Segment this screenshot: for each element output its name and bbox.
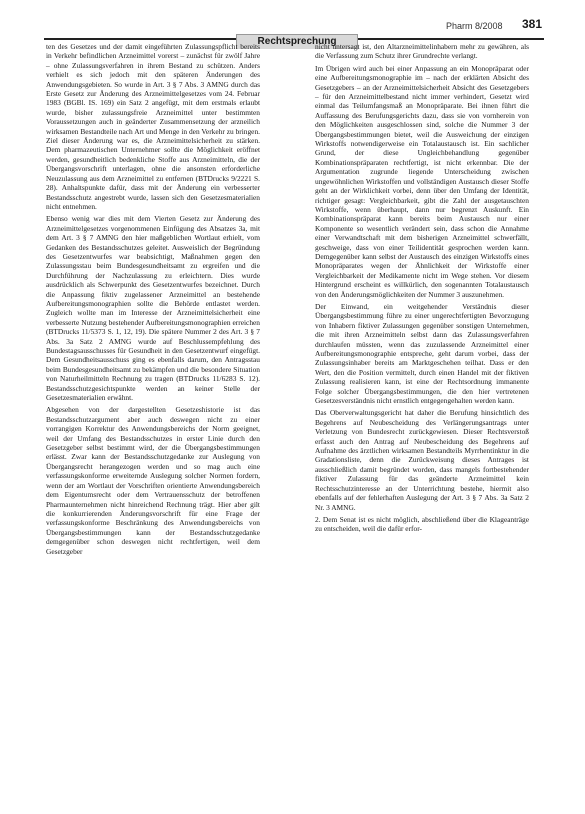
paragraph: Das Oberverwaltungsgericht hat daher die Berufung hinsichtlich des Begehrens auf Neubescheidung des Verlängerungsantrags unter Verletzung von Bundesrecht zurückgewiesen. Dieser Rechtsverstoß erfasst auch den Antrag auf Neubescheidung des Begehrens auf Aufnahme des ärztlichen wirksamen Bestandteils Myrrhentinktur in die Gradationsliste, denn die Zurückweisung dieses Antrages ist ausschließlich damit begründet worden, dass mangels fortbestehender fiktiver Zulassung für das geänderte Arzneimittel kein Rechtsschutzinteresse an der Unterrichtung bestehe, hiermit also ebenfalls auf der fehlerhaften Auslegung der Art. 3 § 7 Abs. 3a Satz 2 Nr. 3 AMNG. (315, 408, 529, 512)
paragraph: Abgesehen von der dargestellten Gesetzeshistorie ist das Bestandsschutzargument aber auch deswegen nicht zu einer vorrangigen Korrektur des Anwendungsbereichs der Norm geeignet, weil der Umfang des Bestandsschutzes in erster Linie durch den Gesetzgeber selbst bestimmt wird, der die Übergangsbestimmungen erlässt. Zwar kann der Bestandsschutzgedanke zur Auslegung von Übergangsrecht herangezogen werden und so mag auch eine verfassungskonforme erweiternde Auslegung solcher Normen fordern, wenn der am Wortlaut der Vorschriften orientierte Anwendungsbereich dem Eigentumsrecht oder dem Vertrauensschutz der betroffenen Pharmaunternehmen nicht hinreichend Rechnung trägt. Hier aber gilt die konkurrierenden Änderungsvorschrift für eine Frage der verfassungskonforme Beschränkung des Anwendungsbereichs von Übergangsbestimmungen kann der Bestandsschutzgedanke demgegenüber schon deswegen nicht rechtfertigen, weil dem Gesetzgeber (46, 405, 260, 556)
paragraph: Der Einwand, ein weitgehender Verständnis dieser Übergangsbestimmung führe zu einer ungerechtfertigten Bevorzugung von Inhabern fiktiver Zulassungen gegenüber sonstigen Unternehmen, die mit ihren Arzneimitteln selbst dann das Zulassungsverfahren durchlaufen müssten, wenn das zuzulassende Arzneimittel einer Aufbereitungsmonographie entspreche, geht darum vorbei, dass der Zulassungsinhaber bereits am Marktgeschehen teilhat. Dass er den Wert, den die Position vermittelt, durch einen Handel mit der fiktiven Zulassung realisieren kann, ist eine der Rechtsordnung immanente Folge solcher Übergangsbestimmungen, die den hier vertretenen Gesetzesverständnis nicht ernstlich entgegengehalten werden kann. (315, 301, 529, 406)
paragraph: 2. Dem Senat ist es nicht möglich, abschließend über die Klageanträge zu entscheiden, weil die dafür erfor- (315, 514, 529, 534)
paragraph: Ebenso wenig war dies mit dem Vierten Gesetz zur Änderung des Arzneimittelgesetzes vorgenommenen Einfügung des Absatzes 3a, mit dem Art. 3 § 7 AMNG den hier maßgeblichen Wortlaut erhielt, vom Gedanken des Bestandsschutzes geleitet. Ausweislich der Begründung des Gesetzentwurfes war beabsichtigt, Maßnahmen gegen den Zulassungsstau beim Bundesgesundheitsamt zu ergreifen und die Durchführung der Nachzulassung zu erleichtern. Dies wurde ausdrücklich als Schwerpunkt des Gesetzentwurfes bezeichnet. Durch die Anpassung fiktiv zugelassener Arzneimittel an bestehende Aufbereitungsmonographien sollte die Behörde entlastet werden. Zugleich wollte man im Interesse der Arzneimittelsicherheit eine verbesserte Nutzung bestehender Aufbereitungsmonographien erreichen (BTDrucks 11/5373 S. 1, 12, 19). Die spätere Nummer 2 des Art. 3 § 7 Abs. 3a Satz 2 AMNG wurde auf Beschlussempfehlung des Bundestagsausschusses für Gesundheit in den Gesetzentwurf eingefügt. Dem Gesundheitsausschuss ging es ebenfalls darum, den Antragsstau beim Bundesgesundheitsamt zu bekämpfen und die besondere Situation von Naturheilmitteln Rechnung zu tragen (BTDrucks 11/6283 S. 12). Bestandsschutzgesichtspunkte werden an keiner Stelle der Gesetzesmaterialien erwähnt. (46, 214, 260, 403)
paragraph: nicht untersagt ist, den Altarzneimittelinhabern mehr zu gewähren, als die Verfassung zum Schutz ihrer Grundrechte verlangt. (315, 42, 529, 61)
page-number: 381 (522, 17, 543, 31)
paragraph: ten des Gesetzes und der damit eingeführten Zulassungspflicht bereits in Verkehr befindlichen Arzneimittel vorerst – zunächst für zwölf Jahre – ohne Zulassungsverfahren in ihrem Bestand zu schützen. Anders verhielt es sich jedoch mit den späteren Änderungen des Anwendungsgebieten. So wurde in Art. 3 § 7 Abs. 3 AMNG durch das Erste Gesetz zur Änderung des Arzneimittelgesetzes vom 24. Februar 1983 (BGBl. IS. 169) ein Satz 2 angefügt, mit dem erstmals erlaubt wurde, bisher zulassungsfreie Arzneimittel unter bestimmten Voraussetzungen auch in geänderter Zusammensetzung der arzneilich wirksamen Bestandteile nach Art und Menge in den Verkehr zu bringen. Ziel dieser Änderung war es, die Arzneimittelsicherheit zu stärken. Dem pharmazeutischen Unternehmer sollte die Möglichkeit eröffnet werden, gesundheitlich bedenkliche Stoffe aus Arzneimitteln, die der Übergangsvorschrift unterlagen, ohne die ansonsten erforderliche Neuzulassung aus dem Arzneimittel zu entfernen (BTDrucks 9/2221 S. 28). Anhaltspunkte dafür, dass mit der Änderung ein verbesserter Bestandsschutz angestrebt wurde, lassen sich den Gesetzesmaterialien nicht entnehmen. (46, 42, 260, 211)
paragraph: Im Übrigen wird auch bei einer Anpassung an ein Monopräparat oder eine Aufbereitungsmonographie im – nach der erklärten Absicht des Gesetzgebers – an der Arzneimittelsicherheit Absicht des Gesetzgebers – für den Arzneimittelbestand nicht immer verhindert, Gesetzt wird einmal das Teilumfangsmaß an Monopräparate. Bei ihnen führt die Auffassung des Berufungsgerichts dazu, dass sie von vornherein von den Möglichkeiten ausgeschlossen sind, solche die Nummer 3 der Übergangsbestimmungen bietet, weil die Ausweichung der einzigen Wirkstoffs notwendigerweise ein Totalaustausch ist. Ein sachlicher Grund, der diese Ungleichbehandlung gegenüber Kombinationspräparaten rechtfertigt, ist nicht erkennbar. Die der Argumentation zugrunde liegende Unterscheidung zwischen ungewöhnlichen Wirkstoffen und vollständigen Austausch dieser Stoffe geht an der Wirklichkeit vorbei, denn über den Umfang der Identität, richtiger gesagt: Vergleichbarkeit, gibt die Zahl der ausgetauschten Wirkstoffe, wenn überhaupt, dann nur begrenzt Auskunft. Ein Kombinationspräparat kann bereits beim Austausch nur einer Komponente so wesentlich verändert sein, dass schon die Annahme einer Verwandtschaft mit dem bisherigen Arzneimittel schwerfällt, geschweige, dass von einer Teilidentität gesprochen werden kann. Demgegenüber kann selbst der Austausch des einzigen Wirkstoffs eines Monopräparates wegen der Ähnlichkeit der Wirkstoffe einer Vergleichbarkeit der Medikamente nicht im Wege stehen. Vor diesem Hintergrund erscheint es willkürlich, den sogenannten Totalaustausch von den Änderungsmöglichkeiten der Nummer 3 auszunehmen. (315, 63, 529, 299)
journal-issue: Pharm 8/2008 (446, 21, 503, 31)
left-column (46, 42, 260, 559)
page-header (0, 12, 585, 46)
section-title: Rechtsprechung (236, 34, 358, 49)
right-column (315, 42, 529, 537)
